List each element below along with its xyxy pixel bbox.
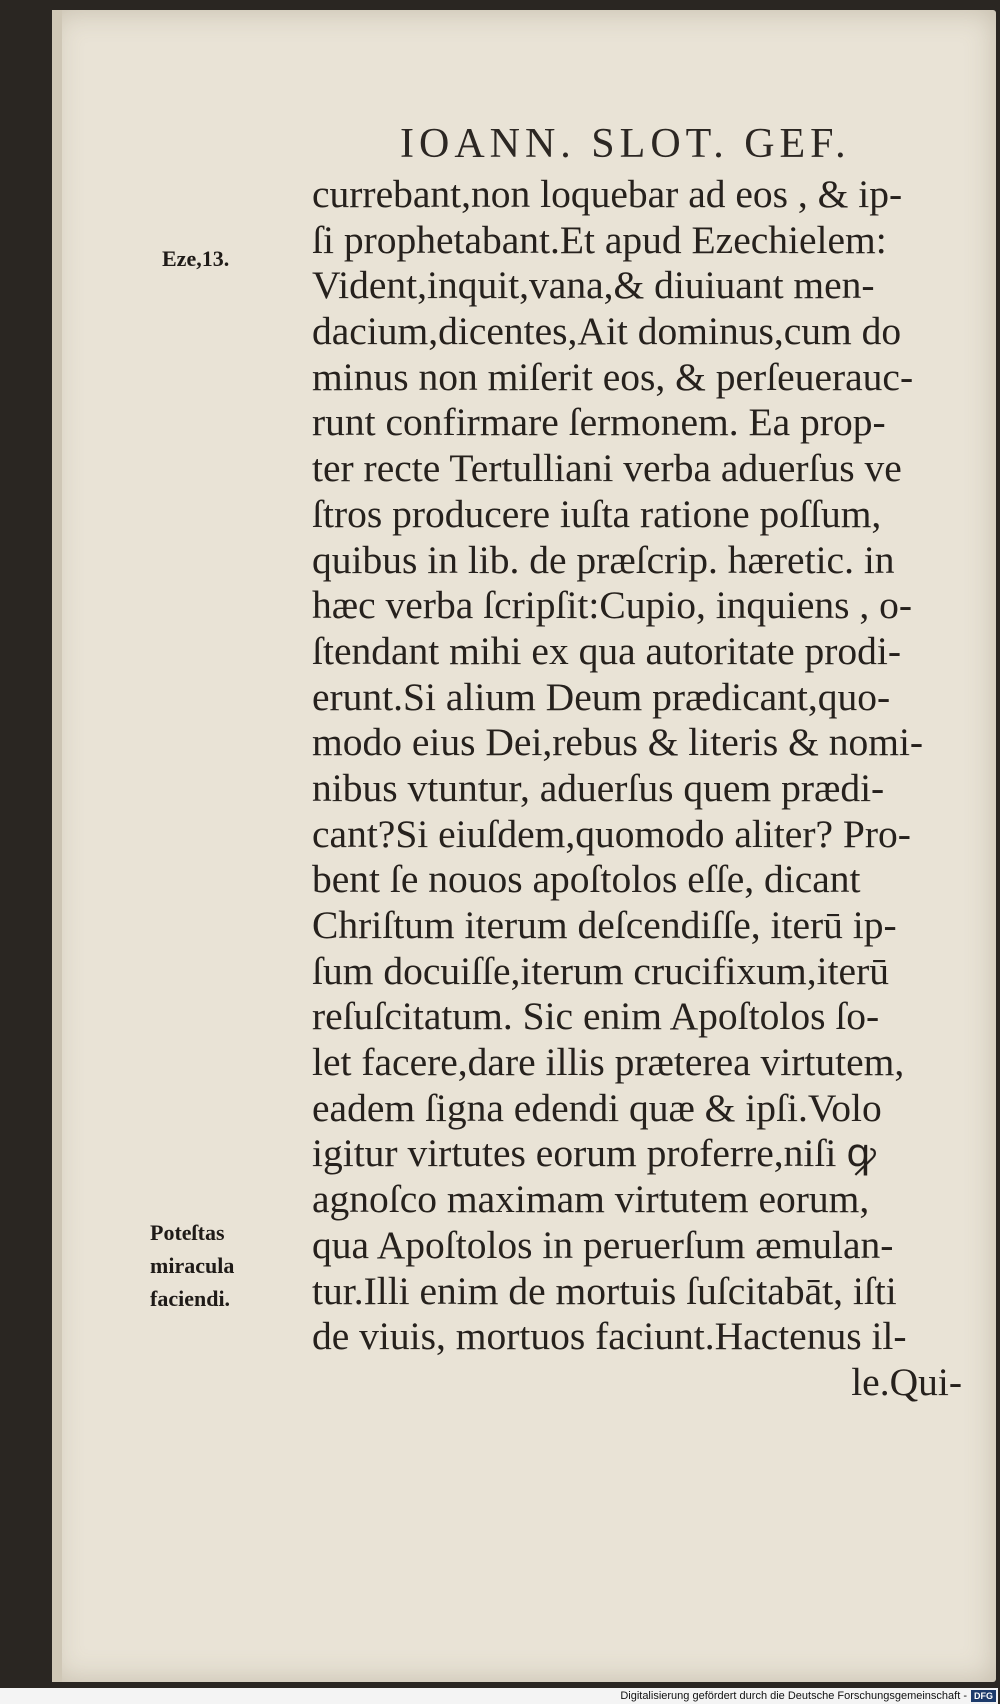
margin-note-line: faciendi.	[150, 1286, 231, 1311]
catchword: le.Qui-	[851, 1359, 962, 1404]
text-line: currebant,non loquebar ad eos , & ip-	[312, 172, 903, 216]
margin-note-line: miracula	[150, 1253, 235, 1278]
text-line: minus non miſerit eos, & perſeuerauc-	[312, 354, 914, 399]
text-line: let facere,dare illis præterea virtutem,	[312, 1040, 905, 1085]
text-line: modo eius Dei,rebus & literis & nomi-	[312, 720, 924, 765]
text-line: Chriſtum iterum deſcendiſſe, iterū ip-	[312, 903, 897, 947]
text-line: hæc verba ſcripſit:Cupio, inquiens , o-	[312, 583, 913, 628]
text-line: ſi prophetabant.Et apud Ezechielem:	[312, 217, 887, 262]
text-line: ſtendant mihi ex qua autoritate prodi-	[312, 628, 902, 673]
text-line: eadem ſigna edendi quæ & ipſi.Volo	[312, 1085, 882, 1130]
footer-credit: Digitalisierung gefördert durch die Deutsche Forschungsgemeinschaft -	[620, 1690, 967, 1702]
running-head: IOANN. SLOT. GEF.	[400, 121, 851, 167]
margin-note-ezekiel: Eze,13.	[162, 246, 230, 271]
text-line: agnoſco maximam virtutem eorum,	[312, 1177, 870, 1222]
text-line: runt confirmare ſermonem. Ea prop-	[312, 400, 886, 445]
text-line: qua Apoſtolos in peruerſum æmulan-	[312, 1222, 894, 1267]
text-line: quibus in lib. de præſcrip. hæretic. in	[312, 537, 895, 582]
digitization-footer	[0, 1688, 998, 1704]
text-line: cant?Si eiuſdem,quomodo aliter? Pro-	[312, 811, 911, 856]
margin-note-potestas	[150, 1216, 234, 1315]
text-line: de viuis, mortuos faciunt.Hactenus il-	[312, 1314, 907, 1359]
text-line: ſum docuiſſe,iterum crucifixum,iterū	[312, 948, 889, 993]
text-line: reſuſcitatum. Sic enim Apoſtolos ſo-	[312, 994, 880, 1039]
text-line: Vident,inquit,vana,& diuiuant men-	[312, 263, 875, 308]
text-line: dacium,dicentes,Ait dominus,cum do	[312, 309, 902, 354]
text-line: nibus vtuntur, aduerſus quem prædi-	[312, 765, 885, 810]
page-edge	[52, 10, 62, 1682]
text-line: erunt.Si alium Deum prædicant,quo-	[312, 674, 891, 719]
text-line: ter recte Tertulliani verba aduerſus ve	[312, 446, 902, 491]
text-line: ſtros producere iuſta ratione poſſum,	[312, 491, 882, 536]
margin-note-line: Poteſtas	[150, 1220, 225, 1245]
text-line: igitur virtutes eorum proferre,niſi ꝙ	[312, 1131, 876, 1176]
text-line: tur.Illi enim de mortuis ſuſcitabāt, iſti	[312, 1268, 897, 1313]
dfg-logo: DFG	[971, 1690, 996, 1702]
body-text	[312, 172, 962, 1406]
text-line: bent ſe nouos apoſtolos eſſe, dicant	[312, 857, 861, 902]
